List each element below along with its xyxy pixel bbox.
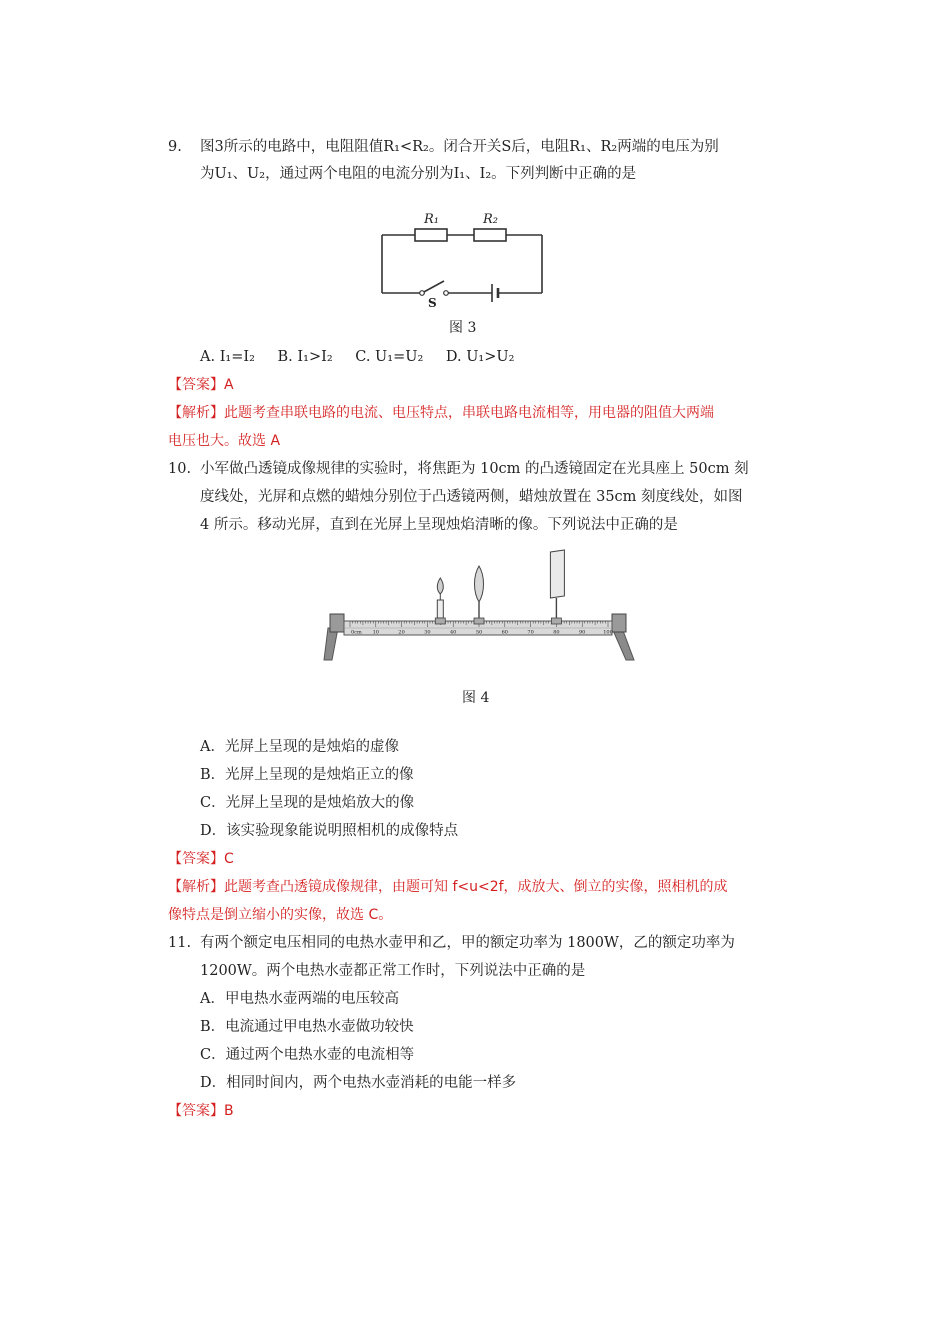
q9-option-d: D. U₁>U₂ bbox=[445, 349, 515, 365]
resistor-r1 bbox=[415, 229, 447, 241]
q11-stem-line-1: 有两个额定电压相同的电热水壶甲和乙，甲的额定功率为 1800W，乙的额定功率为 bbox=[200, 935, 735, 951]
figure-4-caption: 图 4 bbox=[462, 690, 490, 706]
scale-label: 50 bbox=[475, 629, 483, 636]
scale-label: 90 bbox=[579, 629, 586, 636]
bench-left-leg bbox=[324, 628, 338, 660]
q10-analysis-line-2: 像特点是倒立缩小的实像，故选 C。 bbox=[168, 907, 393, 923]
resistor-r2 bbox=[474, 229, 506, 241]
q11-option-a: A．甲电热水壶两端的电压较高 bbox=[200, 991, 399, 1007]
q10-option-d: D．该实验现象能说明照相机的成像特点 bbox=[200, 823, 459, 839]
q10-option-b: B．光屏上呈现的是烛焰正立的像 bbox=[200, 767, 414, 783]
q9-number: 9. bbox=[168, 139, 182, 155]
scale-label: 40 bbox=[450, 629, 457, 636]
bench-right-end bbox=[612, 614, 626, 632]
q9-option-a: A. I₁=I₂ bbox=[200, 349, 255, 365]
scale-label: 20 bbox=[398, 629, 405, 636]
q11-answer: 【答案】B bbox=[168, 1103, 234, 1119]
figure-3-circuit-diagram bbox=[370, 205, 560, 310]
light-screen bbox=[550, 550, 564, 624]
scale-label: 80 bbox=[553, 629, 560, 636]
q10-analysis-line-1: 【解析】此题考查凸透镜成像规律，由题可知 f<u<2f，成放大、倒立的实像，照相机的成 bbox=[168, 879, 728, 895]
q10-stem-line-2: 度线处，光屏和点燃的蜡烛分别位于凸透镜两侧，蜡烛放置在 35cm 刻度线处，如图 bbox=[200, 489, 743, 505]
q9-analysis-line-2: 电压也大。故选 A bbox=[168, 433, 281, 449]
q10-number: 10. bbox=[168, 461, 192, 477]
q9-stem-line-2: 为U₁、U₂，通过两个电阻的电流分别为I₁、I₂。下列判断中正确的是 bbox=[200, 166, 637, 182]
q9-analysis-line-1: 【解析】此题考查串联电路的电流、电压特点，串联电路电流相等，用电器的阻值大两端 bbox=[168, 405, 714, 421]
scale-label: 10 bbox=[372, 629, 379, 636]
q9-stem-line-1: 图3所示的电路中，电阻阻值R₁<R₂。闭合开关S后，电阻R₁、R₂两端的电压为别 bbox=[200, 139, 719, 155]
switch-lever bbox=[422, 281, 444, 293]
q10-answer: 【答案】C bbox=[168, 851, 234, 867]
q11-option-c: C．通过两个电热水壶的电流相等 bbox=[200, 1047, 415, 1063]
convex-lens bbox=[474, 566, 484, 624]
flame-icon bbox=[437, 578, 443, 594]
q11-option-d: D．相同时间内，两个电热水壶消耗的电能一样多 bbox=[200, 1075, 517, 1091]
figure-3-caption: 图 3 bbox=[449, 320, 477, 336]
q9-answer: 【答案】A bbox=[168, 377, 234, 393]
q10-option-c: C．光屏上呈现的是烛焰放大的像 bbox=[200, 795, 415, 811]
q11-stem-line-2: 1200W。两个电热水壶都正常工作时，下列说法中正确的是 bbox=[200, 963, 586, 979]
q9-options bbox=[200, 347, 532, 367]
scale-label: 30 bbox=[424, 629, 431, 636]
switch-label: S bbox=[428, 296, 437, 310]
scale-label: 0cm bbox=[351, 629, 362, 636]
scale-label: 60 bbox=[501, 629, 508, 636]
q9-option-b: B. I₁>I₂ bbox=[277, 349, 333, 365]
figure-4-optical-bench bbox=[320, 548, 640, 668]
q11-number: 11. bbox=[168, 935, 192, 951]
bench-left-end bbox=[330, 614, 344, 632]
q10-stem-line-3: 4 所示。移动光屏，直到在光屏上呈现烛焰清晰的像。下列说法中正确的是 bbox=[200, 517, 678, 533]
scale-label: 100 bbox=[603, 629, 613, 636]
q10-option-a: A．光屏上呈现的是烛焰的虚像 bbox=[200, 739, 399, 755]
q11-option-b: B．电流通过甲电热水壶做功较快 bbox=[200, 1019, 414, 1035]
candle bbox=[435, 578, 445, 624]
scale-label: 70 bbox=[527, 629, 534, 636]
r2-label: R₂ bbox=[483, 212, 498, 227]
bench-right-leg bbox=[612, 628, 634, 660]
q10-stem-line-1: 小军做凸透镜成像规律的实验时，将焦距为 10cm 的凸透镜固定在光具座上 50cm 刻 bbox=[200, 461, 749, 477]
r1-label: R₁ bbox=[424, 212, 439, 227]
q9-option-c: C. U₁=U₂ bbox=[355, 349, 424, 365]
